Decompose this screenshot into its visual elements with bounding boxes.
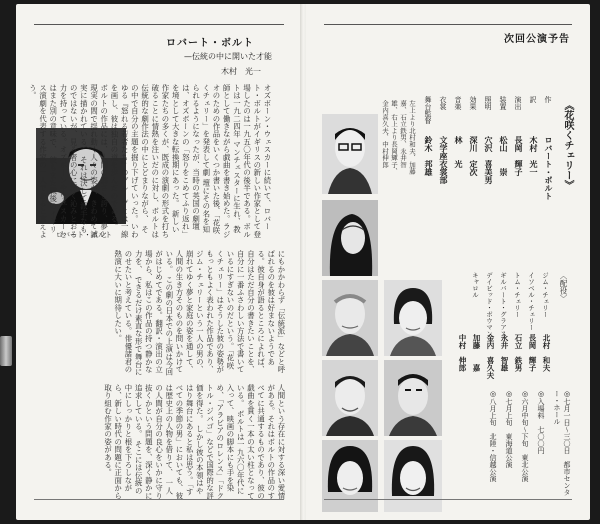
- portrait-image: [322, 440, 378, 512]
- essay-column-2: [36, 250, 286, 376]
- schedule-item: ◎入場料 七〇〇円: [537, 390, 545, 454]
- cast-photo-6: [384, 360, 442, 436]
- schedule-item: ◎七月一日〜三〇日 都市センター・ホール: [553, 390, 571, 496]
- credit-role: 演出: [514, 96, 522, 110]
- cast-header: 〈配役〉: [559, 272, 568, 302]
- cast-name: 長岡 輝子: [528, 334, 537, 372]
- credit-entry: [438, 96, 449, 268]
- portrait-image: [322, 114, 378, 194]
- credit-role: 音楽: [454, 96, 462, 110]
- cast-photo-7: [322, 440, 378, 512]
- credit-name: 鈴木 邦雄: [424, 136, 433, 176]
- credits-list: [420, 96, 554, 268]
- essay-line: この劇の日本での上演は今回がはじめてである。翻訳・演出の立場から、私はこの作品の持つ静かな力を、: [134, 250, 174, 376]
- credit-entry: [528, 96, 539, 268]
- play-title: 《花咲くチェリー》: [562, 100, 573, 190]
- credit-name: 文学座衣裳部: [439, 136, 448, 184]
- essay-line: ジム・チェリーという一人の男の、崩れてゆく夢と家庭の姿を通して、人間の生き方そのものを問いかけている。: [164, 250, 205, 374]
- essay-line: その中で自分の主題を掘り下げていった。いわゆる『怒れる若者たち』のグループとは一線を画し、彼は独自の道を歩んだのである。: [109, 84, 150, 238]
- credit-entry: [483, 96, 494, 268]
- portrait-image: [322, 200, 378, 276]
- cast-photo-1: [322, 114, 378, 194]
- cast-photo-2: [322, 200, 378, 276]
- cast-name: 永井 智雄: [500, 334, 509, 372]
- cast-name: 金内 喜久夫: [486, 334, 495, 379]
- credit-entry: [543, 96, 554, 268]
- article-title: ロバート・ボルト: [166, 38, 254, 49]
- cast-role: トム・チェリー: [513, 272, 521, 318]
- binder-clip: [0, 336, 12, 366]
- cast-name: 中村 伸郎: [458, 334, 467, 372]
- cast-role: キャロル: [471, 272, 479, 298]
- essay-line: ボルトの作品には、人間の弱さと誇り、夢と現実の間で揺れ動く人々の姿が、きわめて誠実に描かれている。: [79, 84, 109, 238]
- cast-list: [456, 272, 552, 382]
- portrait-image: [322, 280, 378, 356]
- credit-entry: [423, 96, 434, 268]
- credit-name: 松山 崇: [499, 136, 508, 176]
- credit-role: 舞台監督: [424, 96, 432, 124]
- bottom-rule: [324, 499, 572, 500]
- essay-line: 壇にその名を知られるようになったが、当時の英国の劇壇は、オズボーンの「怒りをこめてふり返れ」を境として大きな転換期にあった。: [171, 84, 211, 238]
- credit-role: 作: [544, 96, 552, 103]
- essay-line: 一人の人間が自分の良心をいかに守り抜くかという問題を、深く静かに追求している。: [134, 384, 174, 500]
- credit-role: 効果: [469, 96, 477, 110]
- article-author: 木村 光一: [221, 67, 261, 76]
- essay-line: それは決して派手なものではないが、見る者の心に深く沁みとおる力を持っている。オズボーンやウェスカーとはまた別の意味で、: [48, 84, 89, 238]
- credit-entry: [513, 96, 524, 268]
- essay-line: しかし彼の本領はやはり舞台にあると私は思う。「すべての季節の男」においても、彼は歴史上の人物を借りて、: [164, 384, 205, 500]
- cast-photo-5: [322, 360, 378, 436]
- cast-photo-4: [384, 280, 442, 356]
- essay-column-1: [28, 84, 272, 238]
- photo-caption-right: 左上より北村和夫、加藤嘉、石立鉄男、永井智雄、右上より長岡輝子、金内喜久夫、中村伸郎: [381, 100, 416, 175]
- cast-entry: [471, 272, 482, 382]
- cast-role: ギルバート・グラアス: [499, 272, 507, 337]
- top-rule: [324, 24, 572, 25]
- cast-entry: [513, 272, 524, 382]
- article-subtitle: —伝統の中に開いた才能: [184, 52, 272, 61]
- credit-name: 深川 定次: [469, 136, 478, 176]
- credit-entry: [468, 96, 479, 268]
- credit-entry: [453, 96, 464, 268]
- schedule-item: ◎六月中旬〜下旬 東北公演: [521, 390, 529, 482]
- essay-line: ボルトは一九六〇年代に入って、映画の脚本にも手を染め、「アラビアのロレンス」「ドクトル・ジバゴ」などで国際的な評価を得た。: [195, 384, 246, 500]
- cast-entry: [457, 272, 468, 382]
- essay-line: 新しい作家たちの多くが、既成の演劇の形式を打ち破ることに情熱を注いだのに対し、ボルトは伝統的な劇作法の中にとどまりながら、: [140, 84, 181, 238]
- portrait-image: [384, 360, 442, 436]
- cast-entry: [485, 272, 496, 382]
- cast-role: ジム・チェリー: [541, 272, 549, 318]
- cast-name: 石立 鉄男: [514, 334, 523, 372]
- cast-name: 加藤 嘉: [472, 334, 481, 372]
- cast-photo-3: [322, 280, 378, 356]
- credit-role: 装置: [499, 96, 507, 110]
- right-page: [306, 4, 590, 520]
- schedule-list: [454, 390, 572, 508]
- cast-entry: [541, 272, 552, 382]
- photo-caption: ロバート・ボルト: [56, 231, 112, 239]
- credit-role: 訳: [529, 96, 537, 103]
- left-page: [16, 4, 302, 520]
- cast-role: デイビッド・ボウマン: [485, 272, 493, 337]
- essay-column-3: [36, 384, 286, 500]
- cast-entry: [527, 272, 538, 382]
- bottom-rule: [34, 499, 284, 500]
- essay-line: 自分に一番ふさわしい方法で書いているにすぎないのだという。「花咲くチェリー」はそうした彼の姿勢がもっともよく表われた作品であり、: [205, 250, 246, 374]
- schedule-item: ◎八月上旬 北陸・信越公演: [489, 390, 497, 482]
- credit-name: 長岡 輝子: [514, 136, 523, 176]
- essay-line: オズボーン・ウェスカーに続いて、ロバート・ボルトがイギリスの新しい作家として登場したのは一九五〇年代の後半である。ボルトは一九二四年: [232, 84, 272, 238]
- cast-role: イソベル・チェリー: [527, 272, 535, 331]
- schedule-item: ◎七月上旬 東海道公演: [505, 390, 513, 468]
- credit-role: 照明: [484, 96, 492, 110]
- cast-entry: [499, 272, 510, 382]
- cast-name: 北村 和夫: [542, 334, 551, 372]
- cast-photo-8: [384, 440, 442, 512]
- essay-line: マンチェスターに生れ、教師として働きながら戯曲を書き始めた。ラジオのための作品をいくつか書いた後、「花咲くチェリー」を発表して劇: [201, 84, 242, 238]
- portrait-image: [384, 280, 442, 356]
- credit-name: 穴沢 喜美男: [484, 136, 493, 184]
- essay-line: にもかかわらず「伝統派」などと呼ばれるのを彼は好まないようである。彼自身が語るところによれば、自分はただ自分の書きたいことを、: [246, 250, 286, 374]
- credit-name: 林 光: [454, 136, 463, 168]
- credit-name: ロバート・ボルト: [544, 136, 553, 200]
- essay-line: できるだけ素直な形で舞台にのせたいと考えている。俳優諸君の熱演に大いに期待したい。: [113, 250, 144, 376]
- next-performance-header: 次回公演予告: [504, 34, 570, 45]
- essay-line: 彼もまた戦後のイギリス演劇を代表する作家の一人であると言えよう。: [28, 84, 58, 238]
- top-rule: [34, 24, 284, 25]
- portrait-image: [322, 360, 378, 436]
- credit-name: 木村 光一: [529, 136, 538, 176]
- credit-entry: [498, 96, 509, 268]
- essay-line: 人間という存在に対する深い愛情がある。それはボルトの作品のすべてに共通するものであり、彼の戯曲を貫く一本の太い柱となっている。: [236, 384, 286, 500]
- portrait-image: [384, 440, 442, 512]
- credit-role: 衣裳: [439, 96, 447, 110]
- essay-line: そこには伝統の中にしっかりと根を下ろしながら、新しい時代の問題に正面から取り組む作家の姿がある。: [103, 384, 144, 500]
